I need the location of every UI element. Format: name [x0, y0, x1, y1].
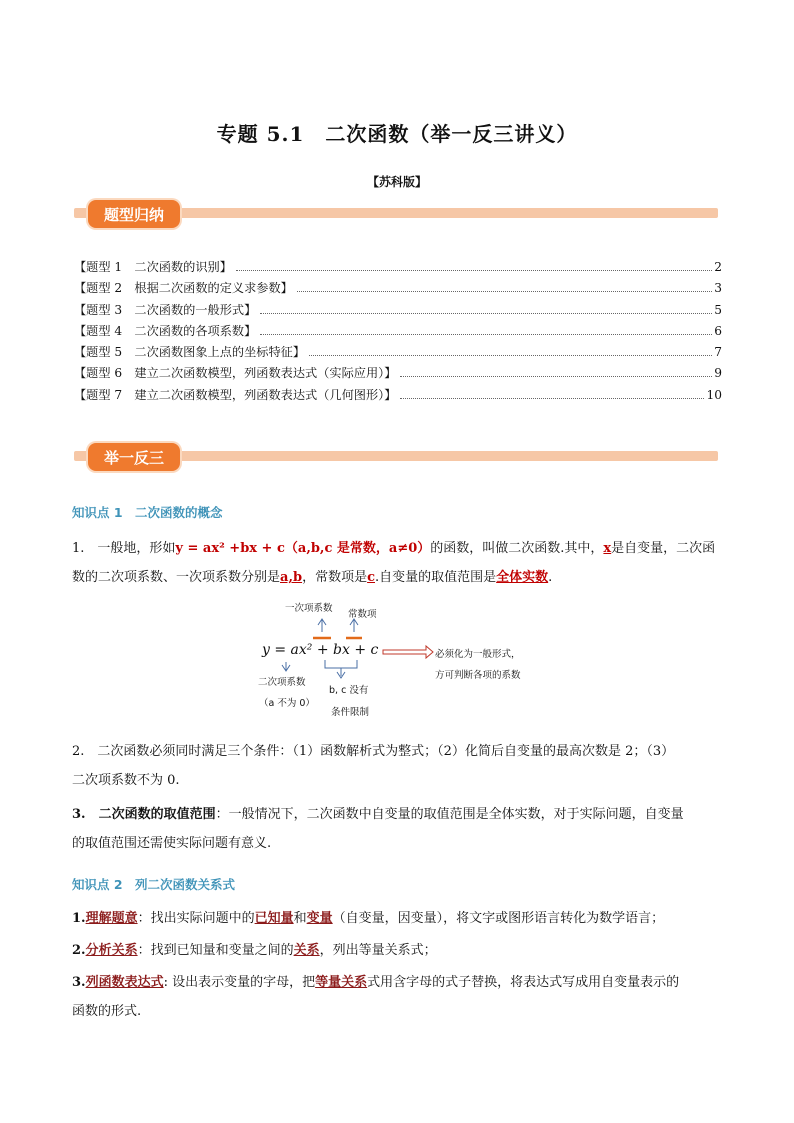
toc-leader-dots — [400, 397, 704, 399]
text: ：找出实际问题中的 — [137, 911, 255, 926]
toc-entry[interactable] — [74, 386, 722, 407]
knowledge-point-1-heading: 知识点 1 二次函数的概念 — [72, 505, 223, 520]
kp1-paragraph-2 — [72, 737, 722, 795]
toc-entry-title: 【题型 3 二次函数的一般形式】 — [74, 302, 257, 317]
const-c: c — [367, 570, 375, 585]
step-number: 3. — [72, 975, 86, 990]
kp2-step-2 — [72, 936, 722, 965]
toc-entry-page: 6 — [714, 323, 722, 338]
text: ，列出等量关系式； — [319, 943, 437, 958]
all-real-numbers: 全体实数 — [496, 570, 549, 585]
toc-entry-page: 3 — [714, 281, 722, 296]
kp2-step-3 — [72, 968, 722, 1026]
label-quadratic-coefficient: 二次项系数 — [258, 677, 306, 688]
keyword-equality: 等量关系 — [315, 975, 368, 990]
step-number: 1. — [72, 911, 86, 926]
page-title: 专题 5.1 二次函数（举一反三讲义） — [216, 122, 578, 146]
text: 函数的形式. — [72, 1004, 142, 1019]
toc-entry[interactable] — [74, 258, 722, 279]
var-x: x — [603, 541, 612, 556]
text: ：找到已知量和变量之间的 — [137, 943, 294, 958]
toc-entry[interactable] — [74, 279, 722, 300]
toc-entry-page: 9 — [714, 366, 722, 381]
banner-tag-examples: 举一反三 — [88, 443, 180, 471]
toc-leader-dots — [297, 290, 712, 292]
toc-entry[interactable] — [74, 343, 722, 364]
label-general-form-note-1: 必须化为一般形式， — [435, 649, 521, 660]
toc-entry-title: 【题型 1 二次函数的识别】 — [74, 260, 232, 274]
domain-label: 3. 二次函数的取值范围 — [72, 807, 216, 822]
toc-leader-dots — [309, 354, 712, 356]
toc-entry-page: 10 — [706, 387, 722, 402]
text: 的函数，叫做二次函数.其中， — [430, 541, 604, 556]
text: : 设出表示变量的字母，把 — [163, 975, 316, 990]
text: 二次项系数不为 0. — [72, 773, 180, 788]
text: 式用含字母的式子替换，将表达式写成用自变量表示的 — [367, 975, 680, 990]
coef-ab: a,b — [280, 570, 303, 585]
banner-tag-question-types: 题型归纳 — [88, 200, 180, 228]
quadratic-terms-diagram — [245, 598, 565, 718]
text: 数的二次项系数、一次项系数分别是 — [72, 570, 281, 585]
toc-entry-title: 【题型 7 建立二次函数模型，列函数表达式（几何图形）】 — [74, 387, 397, 402]
toc-entry-page: 7 — [714, 345, 722, 360]
text: （自变量，因变量），将文字或图形语言转化为数学语言； — [332, 911, 665, 926]
step-title: 理解题意 — [85, 911, 138, 926]
text: 是自变量，二次函 — [611, 541, 716, 556]
text: 和 — [293, 911, 307, 926]
toc-entry-page: 5 — [714, 302, 722, 317]
step-title: 列函数表达式 — [85, 975, 164, 990]
toc-entry[interactable] — [74, 322, 722, 343]
toc-leader-dots — [260, 312, 712, 314]
toc-leader-dots — [260, 333, 712, 335]
kp1-paragraph-1 — [72, 534, 722, 592]
keyword-variable: 变量 — [306, 911, 333, 926]
toc-leader-dots — [236, 269, 712, 271]
diagram-formula: y = ax² + bx + c — [262, 642, 379, 658]
label-a-nonzero: （a 不为 0） — [259, 698, 315, 709]
toc-leader-dots — [400, 375, 712, 377]
label-constant-term: 常数项 — [348, 609, 377, 620]
toc-entry-title: 【题型 4 二次函数的各项系数】 — [74, 323, 257, 338]
kp1-paragraph-3 — [72, 800, 722, 858]
text: 2. 二次函数必须同时满足三个条件：（1）函数解析式为整式；（2）化简后自变量的最高次数是 2；（3） — [72, 744, 675, 759]
knowledge-point-2-heading: 知识点 2 列二次函数关系式 — [72, 877, 236, 892]
text: 1. 一般地，形如 — [72, 541, 176, 556]
text: ，常数项是 — [302, 570, 368, 585]
step-title: 分析关系 — [85, 943, 138, 958]
text: . — [548, 570, 553, 585]
toc-entry-title: 【题型 6 建立二次函数模型，列函数表达式（实际应用）】 — [74, 366, 397, 381]
label-bc-unrestricted-2: 条件限制 — [331, 707, 370, 718]
text: ：一般情况下，二次函数中自变量的取值范围是全体实数，对于实际问题，自变量 — [215, 807, 684, 822]
keyword-relation: 关系 — [293, 943, 320, 958]
step-number: 2. — [72, 943, 86, 958]
toc-entry-title: 【题型 2 根据二次函数的定义求参数】 — [74, 281, 293, 296]
text: .自变量的取值范围是 — [375, 570, 497, 585]
edition-label: 【苏科版】 — [366, 175, 427, 189]
keyword-known: 已知量 — [254, 911, 294, 926]
toc-entry-title: 【题型 5 二次函数图象上点的坐标特征】 — [74, 345, 306, 360]
label-general-form-note-2: 方可判断各项的系数 — [435, 670, 521, 681]
toc-entry[interactable] — [74, 364, 722, 385]
text: 的取值范围还需使实际问题有意义. — [72, 836, 272, 851]
quadratic-general-form: y = ax² +bx + c（a,b,c 是常数，a≠0） — [175, 541, 431, 556]
toc-entry-page: 2 — [714, 260, 722, 274]
toc-entry[interactable] — [74, 301, 722, 322]
label-linear-coefficient: 一次项系数 — [285, 603, 333, 614]
table-of-contents — [74, 258, 722, 407]
label-bc-unrestricted-1: b, c 没有 — [329, 685, 369, 696]
kp2-step-1 — [72, 904, 722, 933]
